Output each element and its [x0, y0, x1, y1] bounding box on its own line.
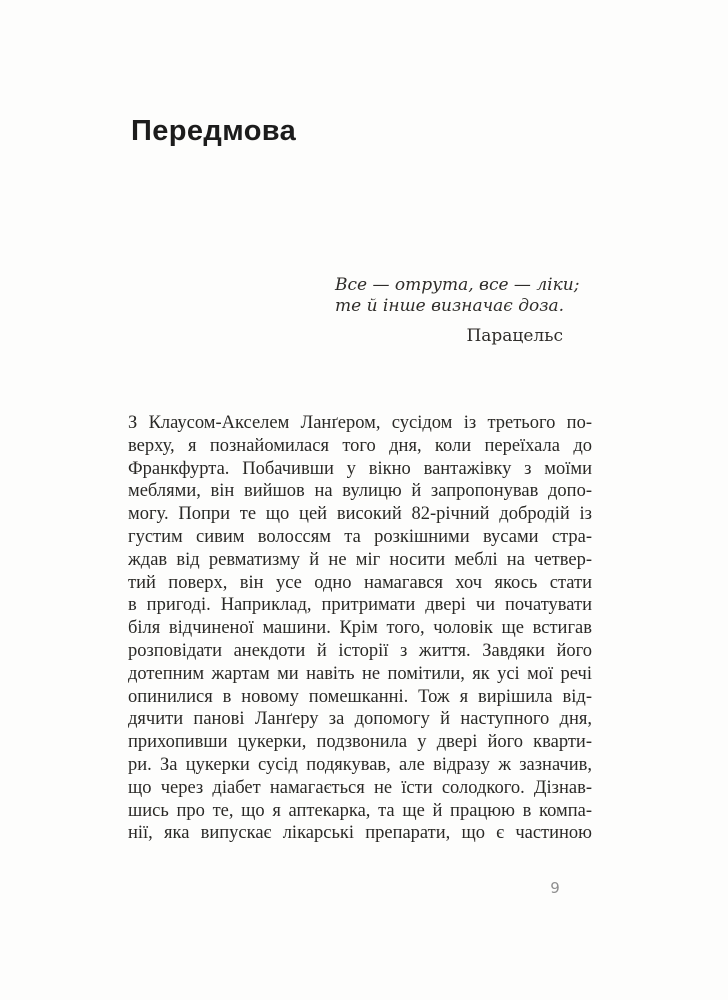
- body-text-line: в пригоді. Наприклад, притримати двері чи початувати: [128, 595, 592, 616]
- epigraph-line: Все — отрута, все — ліки;: [335, 275, 580, 295]
- body-text-line: розповідати анекдоти й історії з життя. Завдяки його: [128, 640, 592, 661]
- body-text-line: шись про те, що я аптекарка, та ще й працюю в компа-: [128, 800, 592, 821]
- body-text-line: опинилися в новому помешканні. Тож я вирішила від-: [128, 686, 592, 707]
- body-text-line: прихопивши цукерки, подзвонила у двері його кварти-: [128, 732, 592, 753]
- body-paragraph: [128, 412, 592, 845]
- body-text-line: могу. Попри те що цей високий 82-річний добродій із: [128, 504, 592, 525]
- body-text-line: верху, я познайомилася того дня, коли переїхала до: [128, 435, 592, 456]
- body-text-line: Франкфурта. Побачивши у вікно вантажівку з моїми: [128, 458, 592, 479]
- body-text-line: густим сивим волоссям та розкішними вусами стра-: [128, 526, 592, 547]
- body-text-line: дотепним жартам ми навіть не помітили, як усі мої речі: [128, 663, 592, 684]
- body-text-line: З Клаусом-Акселем Ланґером, сусідом із третього по-: [128, 413, 592, 433]
- chapter-title: Передмова: [131, 115, 297, 147]
- body-text-line: біля відчиненої машини. Крім того, чоловік ще встигав: [128, 618, 592, 639]
- page-number: 9: [550, 879, 560, 897]
- body-text-line: дячити панові Ланґеру за допомогу й наступного дня,: [128, 709, 592, 730]
- epigraph-quote: [335, 275, 580, 317]
- body-text-line: тий поверх, він усе одно намагався хоч якось стати: [128, 572, 592, 593]
- epigraph-line: те й інше визначає доза.: [335, 296, 565, 316]
- body-text-line: ждав від ревматизму й не міг носити меблі на четвер-: [128, 549, 592, 570]
- body-text-line: ри. За цукерки сусід подякував, але відразу ж зазначив,: [128, 754, 592, 775]
- body-text-line: що через діабет намагається не їсти солодкого. Дізнав-: [128, 777, 592, 798]
- epigraph-attribution: Парацельс: [466, 326, 563, 346]
- body-text-line: нії, яка випускає лікарські препарати, що є частиною: [128, 823, 592, 844]
- body-text-line: меблями, він вийшов на вулицю й запропонував допо-: [128, 481, 592, 502]
- epigraph: [335, 275, 580, 347]
